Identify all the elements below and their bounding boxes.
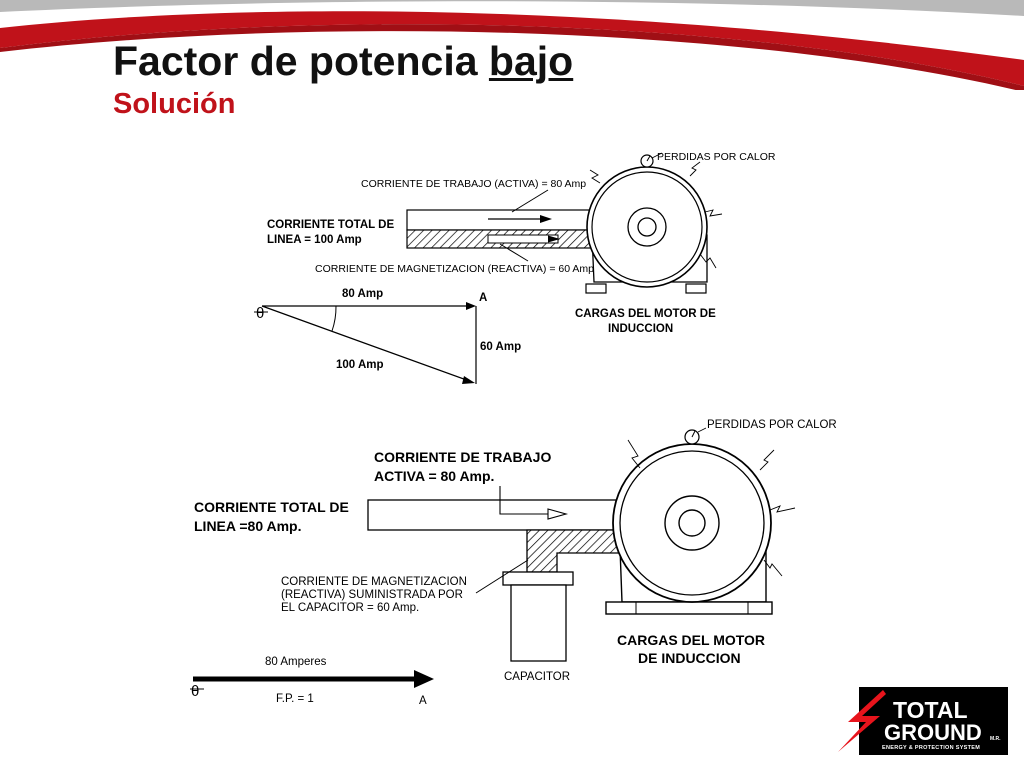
logo-mark: M.R. (990, 736, 1001, 742)
vector-80-amperes-label: 80 Amperes (265, 656, 327, 668)
active-current-label-1: CORRIENTE DE TRABAJO (ACTIVA) = 80 Amp (361, 178, 587, 190)
motor-2 (606, 428, 795, 614)
line-current-label-1a: CORRIENTE TOTAL DE (267, 219, 395, 231)
active-current-label-2b: ACTIVA = 80 Amp. (374, 468, 495, 484)
line-current-label-1b: LINEA = 100 Amp (267, 234, 362, 246)
heat-loss-label-1: PERDIDAS POR CALOR (657, 151, 776, 163)
vector-100-label: 100 Amp (336, 359, 384, 371)
point-a-label-1: A (479, 292, 488, 304)
motor-1 (586, 153, 722, 293)
logo-tagline: ENERGY & PROTECTION SYSTEM (882, 745, 981, 751)
theta-symbol-1: θ (256, 305, 265, 322)
line-current-label-2a: CORRIENTE TOTAL DE (194, 499, 349, 515)
capacitor-label: CAPACITOR (504, 671, 571, 683)
motor-loads-label-2a: CARGAS DEL MOTOR (617, 632, 766, 648)
motor-loads-label-2b: DE INDUCCION (638, 650, 741, 666)
mag-current-label-c: EL CAPACITOR = 60 Amp. (281, 602, 420, 614)
motor-loads-label-1a: CARGAS DEL MOTOR DE (575, 308, 716, 320)
logo-line-1: TOTAL (893, 697, 968, 723)
diagram-2 (190, 419, 837, 707)
diagram-1 (254, 151, 776, 384)
mag-current-label-a: CORRIENTE DE MAGNETIZACION (281, 576, 467, 588)
active-current-bar (407, 210, 592, 230)
title-underlined: bajo (488, 38, 574, 84)
line-current-label-2b: LINEA =80 Amp. (194, 518, 302, 534)
capacitor (503, 572, 573, 661)
vector-triangle-1 (254, 302, 476, 384)
reactive-current-label-1: CORRIENTE DE MAGNETIZACION (REACTIVA) = 60 Amp (315, 263, 594, 275)
total-ground-logo (835, 687, 1008, 755)
page-subtitle: Solución (113, 88, 236, 120)
title-main: Factor de potencia (113, 38, 478, 84)
point-a-label-2: A (419, 695, 427, 707)
power-factor-label: F.P. = 1 (276, 693, 314, 705)
logo-line-2: GROUND (884, 720, 982, 745)
active-current-bar-2 (368, 500, 620, 530)
reactive-current-bar-2 (527, 530, 620, 572)
vector-unity (190, 670, 434, 689)
vector-60-label: 60 Amp (480, 341, 522, 353)
motor-loads-label-1b: INDUCCION (608, 323, 674, 335)
heat-loss-label-2: PERDIDAS POR CALOR (707, 419, 837, 431)
mag-current-label-b: (REACTIVA) SUMINISTRADA POR (281, 589, 463, 601)
theta-symbol-2: θ (191, 683, 200, 700)
vector-80-label: 80 Amp (342, 288, 384, 300)
active-current-label-2a: CORRIENTE DE TRABAJO (374, 449, 552, 465)
